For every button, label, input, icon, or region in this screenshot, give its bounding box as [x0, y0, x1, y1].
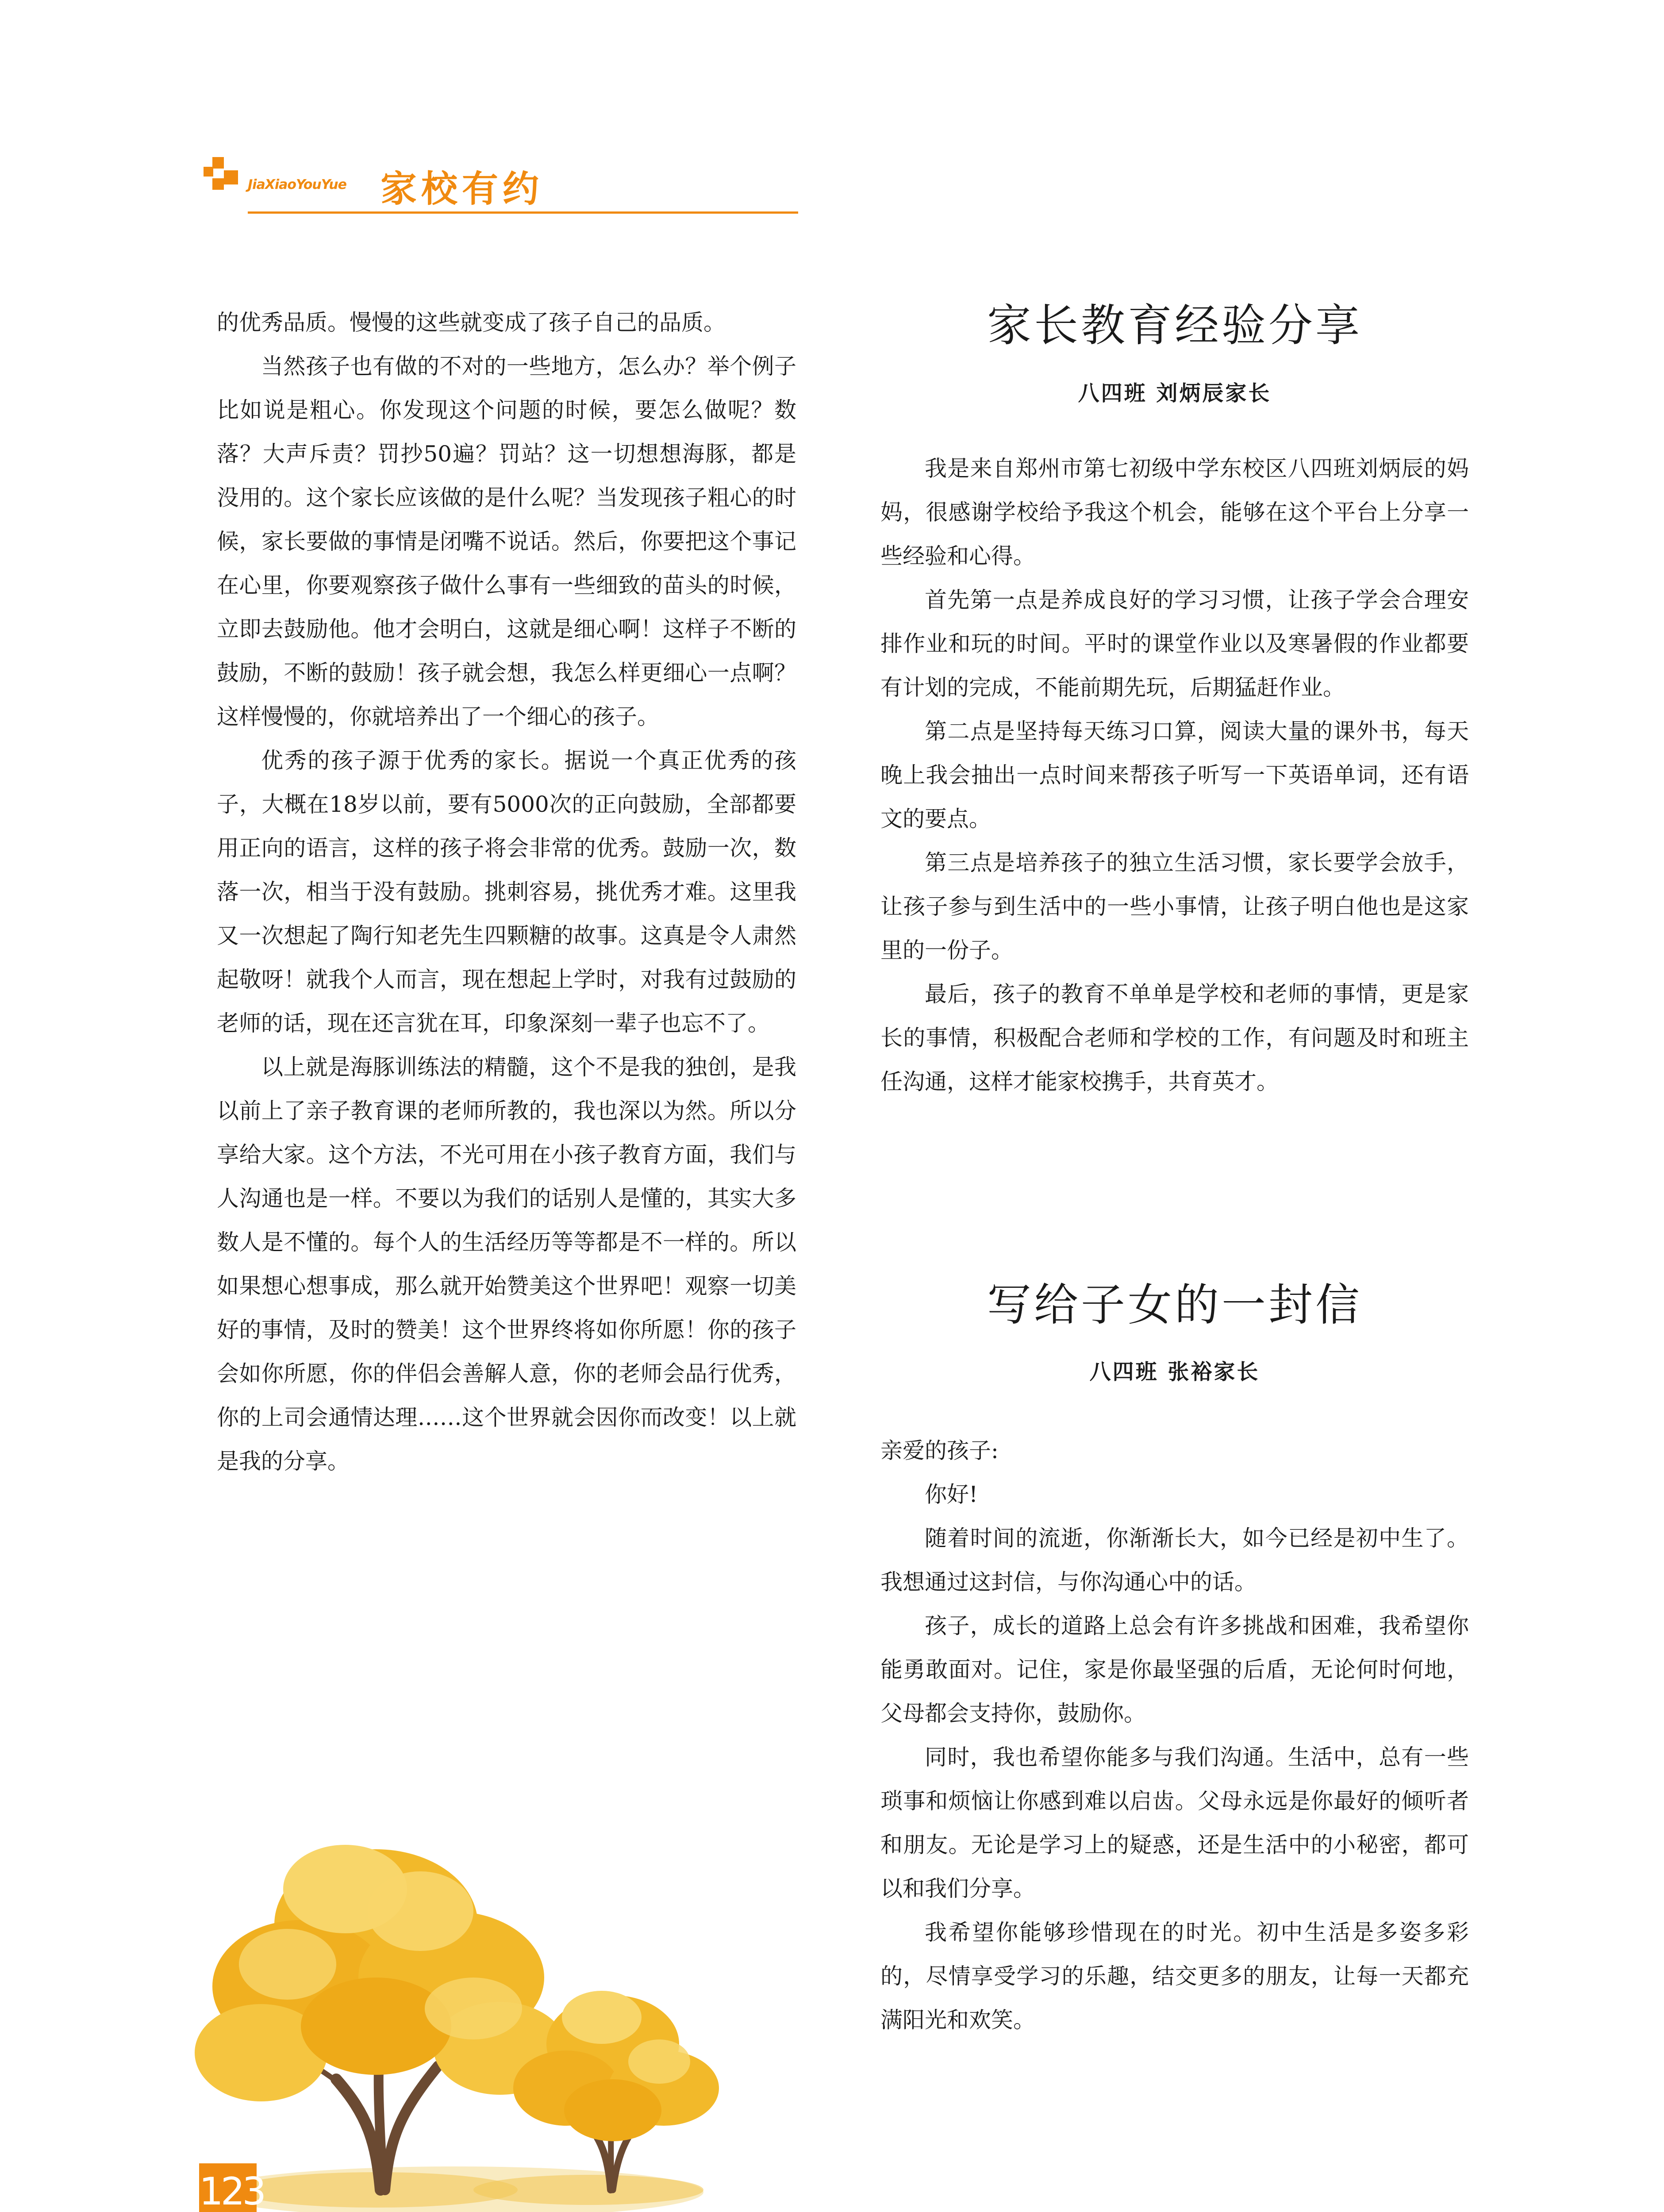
letter-salutation: 亲爱的孩子: [880, 1438, 999, 1463]
paragraph: 同时，我也希望你能多与我们沟通。生活中，总有一些琐事和烦恼让你感到难以启齿。父母永远是你最好的倾听者和朋友。无论是学习上的疑惑，还是生活中的小秘密，都可以和我们分享。 [880, 1744, 1469, 1901]
article-title: 写给子女的一封信 [987, 1279, 1362, 1331]
article-body [880, 447, 1469, 1104]
paragraph: 的优秀品质。慢慢的这些就变成了孩子自己的品质。 [217, 310, 726, 335]
paragraph: 我希望你能够珍惜现在的时光。初中生活是多姿多彩的，尽情享受学习的乐趣，结交更多的朋友，让每一天都充满阳光和欢笑。 [880, 1920, 1469, 2033]
paragraph: 孩子，成长的道路上总会有许多挑战和困难，我希望你能勇敢面对。记住，家是你最坚强的后盾，无论何时何地，父母都会支持你，鼓励你。 [880, 1613, 1469, 1726]
paragraph: 随着时间的流逝，你渐渐长大，如今已经是初中生了。我想通过这封信，与你沟通心中的话。 [880, 1525, 1469, 1595]
paragraph: 优秀的孩子源于优秀的家长。据说一个真正优秀的孩子，大概在18岁以前，要有5000次的正向鼓励，全部都要用正向的语言，这样的孩子将会非常的优秀。鼓励一次，数落一次，相当于没有鼓励。挑刺容易，挑优秀才难。这里我又一次想起了陶行知老先生四颗糖的故事。这真是令人肃然起敬呀！就我个人而言，现在想起上学时，对我有过鼓励的老师的话，现在还言犹在耳，印象深刻一辈子也忘不了。 [217, 748, 796, 1036]
paragraph: 我是来自郑州市第七初级中学东校区八四班刘炳辰的妈妈，很感谢学校给予我这个机会，能够在这个平台上分享一些经验和心得。 [880, 456, 1469, 569]
letter-greeting: 你好! [925, 1482, 978, 1507]
paragraph: 当然孩子也有做的不对的一些地方，怎么办？举个例子比如说是粗心。你发现这个问题的时候，要怎么做呢？数落？大声斥责？罚抄50遍？罚站？这一切想想海豚，都是没用的。这个家长应该做的是什么呢？当发现孩子粗心的时候，家长要做的事情是闭嘴不说话。然后，你要把这个事记在心里，你要观察孩子做什么事有一些细致的苗头的时候，立即去鼓励他。他才会明白，这就是细心啊！这样子不断的鼓励，不断的鼓励！孩子就会想，我怎么样更细心一点啊？这样慢慢的，你就培养出了一个细心的孩子。 [217, 353, 796, 730]
paragraph: 第三点是培养孩子的独立生活习惯，家长要学会放手，让孩子参与到生活中的一些小事情，让孩子明白他也是这家里的一份子。 [880, 850, 1469, 963]
header-pinyin: JiaXiaoYouYue [248, 177, 346, 192]
paragraph: 最后，孩子的教育不单单是学校和老师的事情，更是家长的事情，积极配合老师和学校的工作，有问题及时和班主任沟通，这样才能家校携手，共育英才。 [880, 981, 1469, 1094]
autumn-trees-illustration [190, 1778, 779, 2212]
paragraph: 首先第一点是养成良好的学习习惯，让孩子学会合理安排作业和玩的时间。平时的课堂作业以及寒暑假的作业都要有计划的完成，不能前期先玩，后期猛赶作业。 [880, 587, 1469, 700]
paragraph: 第二点是坚持每天练习口算，阅读大量的课外书，每天晚上我会抽出一点时间来帮孩子听写一下英语单词，还有语文的要点。 [880, 718, 1469, 832]
article-author: 八四班 张裕家长 [1089, 1359, 1260, 1384]
article-title: 家长教育经验分享 [987, 300, 1362, 351]
left-column [217, 301, 796, 1483]
page-number: 123 [199, 2170, 264, 2212]
page-number-box [199, 2163, 264, 2212]
letter-body [880, 1429, 1469, 2042]
header-rule [248, 211, 798, 214]
article-author: 八四班 刘炳辰家长 [1078, 381, 1272, 406]
header-logo-icon [204, 157, 239, 192]
header-title: 家校有约 [380, 168, 544, 210]
paragraph: 以上就是海豚训练法的精髓，这个不是我的独创，是我以前上了亲子教育课的老师所教的，我也深以为然。所以分享给大家。这个方法，不光可用在小孩子教育方面，我们与人沟通也是一样。不要以为我们的话别人是懂的，其实大多数人是不懂的。每个人的生活经历等等都是不一样的。所以如果想心想事成，那么就开始赞美这个世界吧！观察一切美好的事情，及时的赞美！这个世界终将如你所愿！你的孩子会如你所愿，你的伴侣会善解人意，你的老师会品行优秀，你的上司会通情达理……这个世界就会因你而改变！以上就是我的分享。 [217, 1054, 796, 1474]
